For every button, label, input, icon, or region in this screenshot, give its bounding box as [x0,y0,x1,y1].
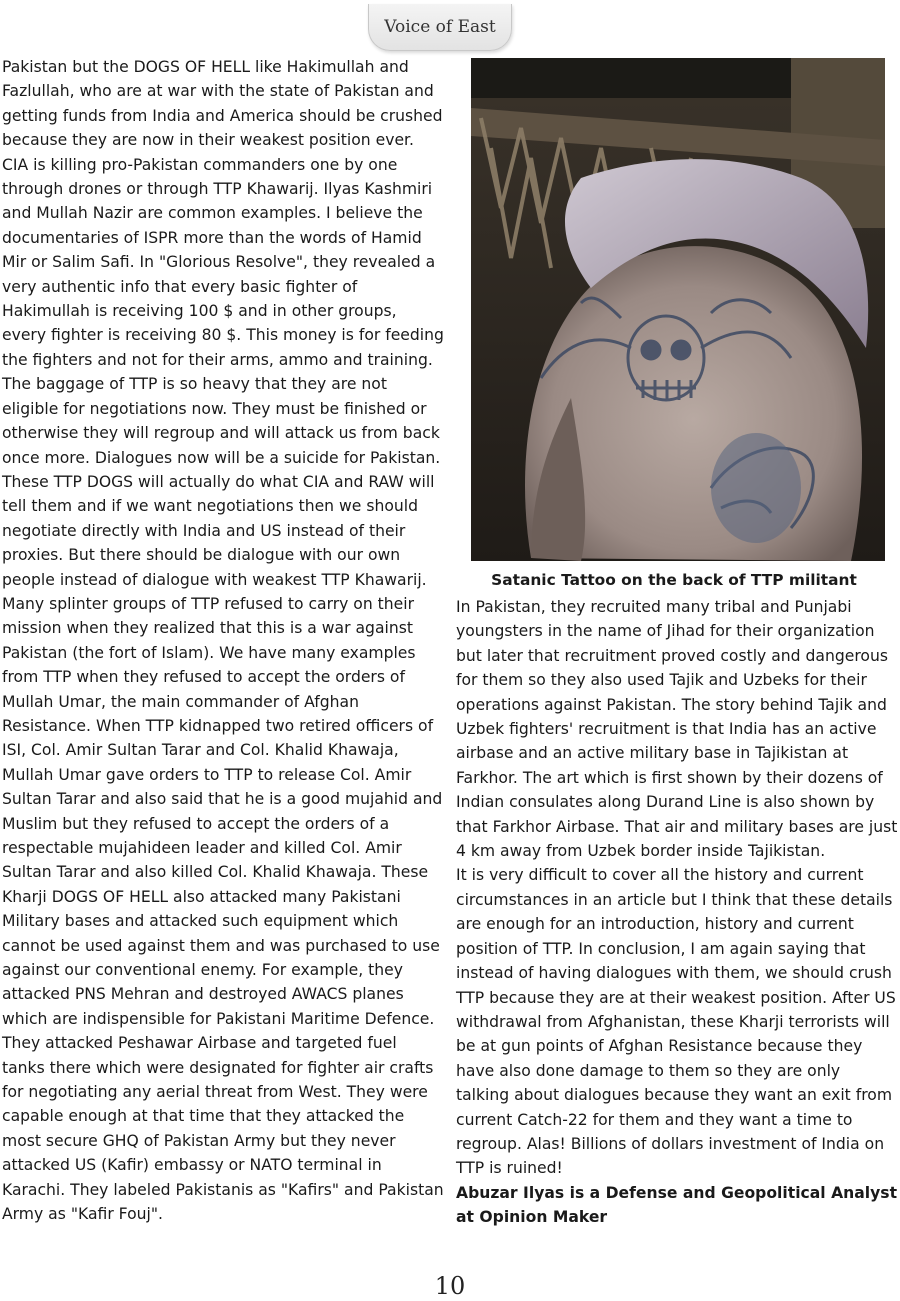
left-paragraph-2: Many splinter groups of TTP refused to carry on their mission when they realized that this is a war against Pakistan (the fort of Islam). We have many examples from TTP when they refused to accept the orders of Mullah Umar, the main commander of Afghan Resistance. When TTP kidnapped two retired officers of ISI, Col. Amir Sultan Tarar and Col. Khalid Khawaja, Mullah Umar gave orders to TTP to release Col. Amir Sultan Tarar and also said that he is a good mujahid and Muslim but they refused to accept the orders of a respectable mujahideen leader and killed Col. Amir Sultan Tarar and also killed Col. Khalid Khawaja. These Kharji DOGS OF HELL also attacked many Pakistani Military bases and attacked such equipment which cannot be used against them and was purchased to use against our conventional enemy. For example, they attacked PNS Mehran and destroyed AWACS planes which are indispensible for Pakistani Maritime Defence. They attacked Peshawar Airbase and targeted fuel tanks there which were designated for fighter air crafts for negotiating any aerial threat from West. They were capable enough at that time that they attacked the most secure GHQ of Pakistan Army but they never attacked US (Kafir) embassy or NATO terminal in Karachi. They labeled Pakistanis as "Kafirs" and Pakistan Army as "Kafir Fouj". [2,594,444,1224]
tattoo-photo [471,58,885,561]
photo-caption: Satanic Tattoo on the back of TTP militant [491,571,857,589]
right-paragraph-2: It is very difficult to cover all the history and current circumstances in an article but I think that these details are enough for an introduction, history and current position of TTP. In conclusion, I am again saying that instead of having dialogues with them, we should crush TTP because they are at their weakest position. After US withdrawal from Afghanistan, these Kharji terrorists will be at gun points of Afghan Resistance because they have also done damage to them so they are only talking about dialogues because they want an exit from current Catch-22 for them and they want a time to regroup. Alas! Billions of dollars investment of India on TTP is ruined! [456,866,896,1178]
left-paragraph-1: Pakistan but the DOGS OF HELL like Hakimullah and Fazlullah, who are at war with the state of Pakistan and getting funds from India and America should be crushed because they are now in their weakest position ever. CIA is killing pro-Pakistan commanders one by one through drones or through TTP Khawarij. Ilyas Kashmiri and Mullah Nazir are common examples. I believe the documentaries of ISPR more than the words of Hamid Mir or Salim Safi. In "Glorious Resolve", they revealed a very authentic info that every basic fighter of Hakimullah is receiving 100 $ and in other groups, every fighter is receiving 80 $. This money is for feeding the fighters and not for their arms, ammo and training. The baggage of TTP is so heavy that they are not eligible for negotiations now. They must be finished or otherwise they will regroup and will attack us from back once more. Dialogues now will be a suicide for Pakistan. These TTP DOGS will actually do what CIA and RAW will tell them and if we want negotiations then we should negotiate directly with India and US instead of their proxies. But there should be dialogue with our own people instead of dialogue with weakest TTP Khawarij. [2,58,444,589]
tattoo-photo-illustration [471,58,885,561]
page-number: 10 [434,1272,466,1300]
right-column [456,595,898,1230]
left-column [2,55,444,1227]
magazine-title: Voice of East [384,17,496,37]
author-byline: Abuzar Ilyas is a Defense and Geopolitical Analyst at Opinion Maker [456,1183,898,1227]
right-paragraph-1: In Pakistan, they recruited many tribal and Punjabi youngsters in the name of Jihad for their organization but later that recruitment proved costly and dangerous for them so they also used Tajik and Uzbeks for their operations against Pakistan. The story behind Tajik and Uzbek fighters' recruitment is that India has an active airbase and an active military base in Tajikistan at Farkhor. The art which is first shown by their dozens of Indian consulates along Durand Line is also shown by that Farkhor Airbase. That air and military bases are just 4 km away from Uzbek border inside Tajikistan. [456,598,898,861]
magazine-title-tab [368,4,512,51]
